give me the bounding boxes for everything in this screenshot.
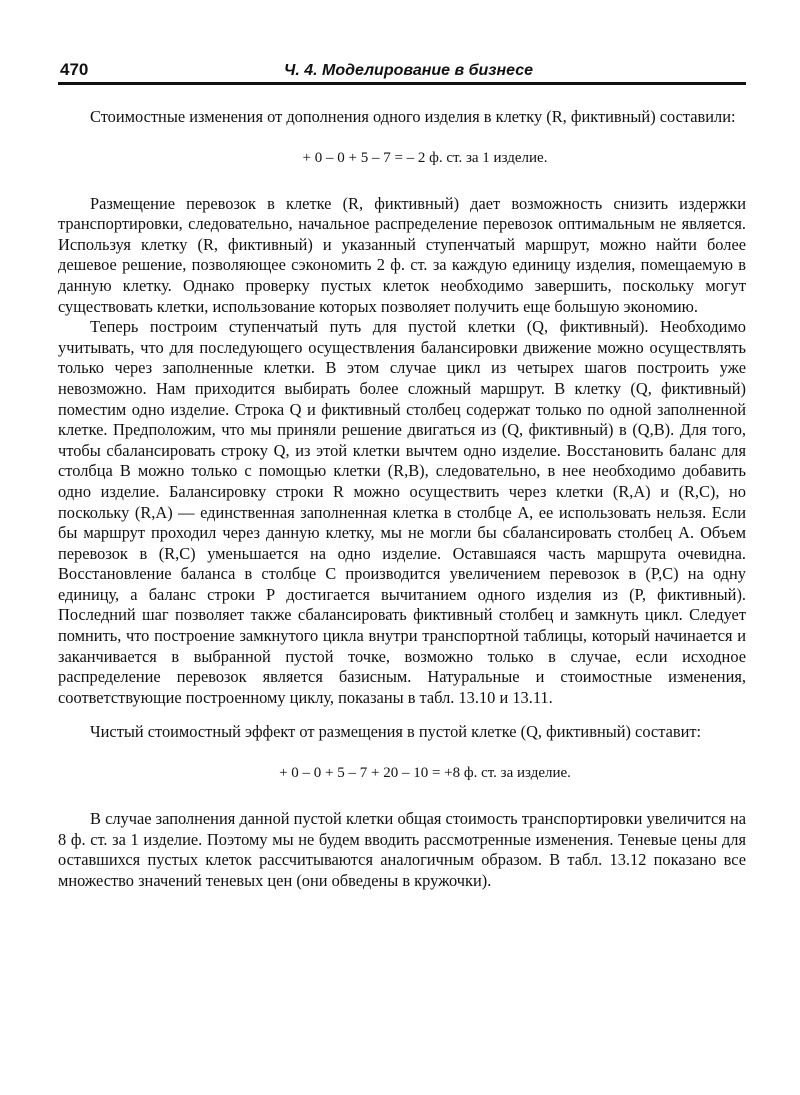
paragraph-shadow-prices: В случае заполнения данной пустой клетки общая стоимость транспортировки увеличится на 8 ф. ст. за 1 изделие. Поэтому мы не будем вводить рассмотренные изменения. Теневые цены для оставшихся пустых клеток рассчитываются аналогичным образом. В табл. 13.12 показано все множество значений теневых цен (они обведены в кружочки).	[58, 809, 746, 890]
book-page	[58, 56, 746, 891]
page-number: 470	[60, 60, 89, 79]
page-body	[58, 107, 746, 891]
formula-cost-change-q-dummy: + 0 – 0 + 5 – 7 + 20 – 10 = +8 ф. ст. за изделие.	[279, 765, 571, 782]
paragraph-cost-changes-intro: Стоимостные изменения от дополнения одного изделия в клетку (R, фиктивный) составили:	[90, 107, 736, 126]
paragraph-q-dummy-stepping-path: Теперь построим ступенчатый путь для пустой клетки (Q, фиктивный). Необходимо учитывать, что для последующего осуществления балансировки движение можно осуществлять только через заполненные клетки. В этом случае цикл из четырех шагов построить уже невозможно. Нам приходится выбирать более сложный маршрут. В клетку (Q, фиктивный) поместим одно изделие. Строка Q и фиктивный столбец содержат только по одной заполненной клетке. Предположим, что мы приняли решение двигаться из (Q, фиктивный) в (Q,B). Для того, чтобы сбалансировать строку Q, из этой клетки вычтем одно изделие. Восстановить баланс для столбца В можно только с помощью клетки (R,B), следовательно, в нее необходимо добавить одно изделие. Балансировку строки R можно осуществить через клетки (R,A) и (R,C), но поскольку (R,A) — единственная заполненная клетка в столбце А, ее использовать нельзя. Если бы маршрут проходил через данную клетку, мы не могли бы сбалансировать столбец А. Объем перевозок в (R,C) уменьшается на одно изделие. Оставшаяся часть маршрута очевидна. Восстановление баланса в столбце С производится увеличением перевозок в (P,C) на одну единицу, а баланс строки Р достигается вычитанием одного изделия из (P, фиктивный). Последний шаг позволяет также сбалансировать фиктивный столбец и замкнуть цикл. Следует помнить, что построение замкнутого цикла внутри транспортной таблицы, который начинается и заканчивается в выбранной пустой точке, возможно только в случае, если исходное распределение перевозок является базисным. Натуральные и стоимостные изменения, соответствующие построенному циклу, показаны в табл. 13.10 и 13.11.	[58, 317, 746, 707]
paragraph-net-cost-effect: Чистый стоимостный эффект от размещения в пустой клетке (Q, фиктивный) составит:	[90, 722, 702, 742]
paragraph-r-dummy-placement: Размещение перевозок в клетке (R, фиктивный) дает возможность снизить издержки транспортировки, следовательно, начальное распределение перевозок оптимальным не является. Используя клетку (R, фиктивный) и указанный ступенчатый маршрут, можно найти более дешевое решение, позволяющее сэкономить 2 ф. ст. за каждую единицу изделия, помещаемую в данную клетку. Однако проверку пустых клеток необходимо завершить, поскольку могут существовать клетки, использование которых позволяет получить еще большую экономию.	[58, 193, 746, 316]
running-head: Ч. 4. Моделирование в бизнесе	[284, 62, 534, 79]
page-header	[58, 56, 746, 85]
formula-cost-change-r-dummy: + 0 – 0 + 5 – 7 = – 2 ф. ст. за 1 изделие.	[302, 149, 548, 166]
